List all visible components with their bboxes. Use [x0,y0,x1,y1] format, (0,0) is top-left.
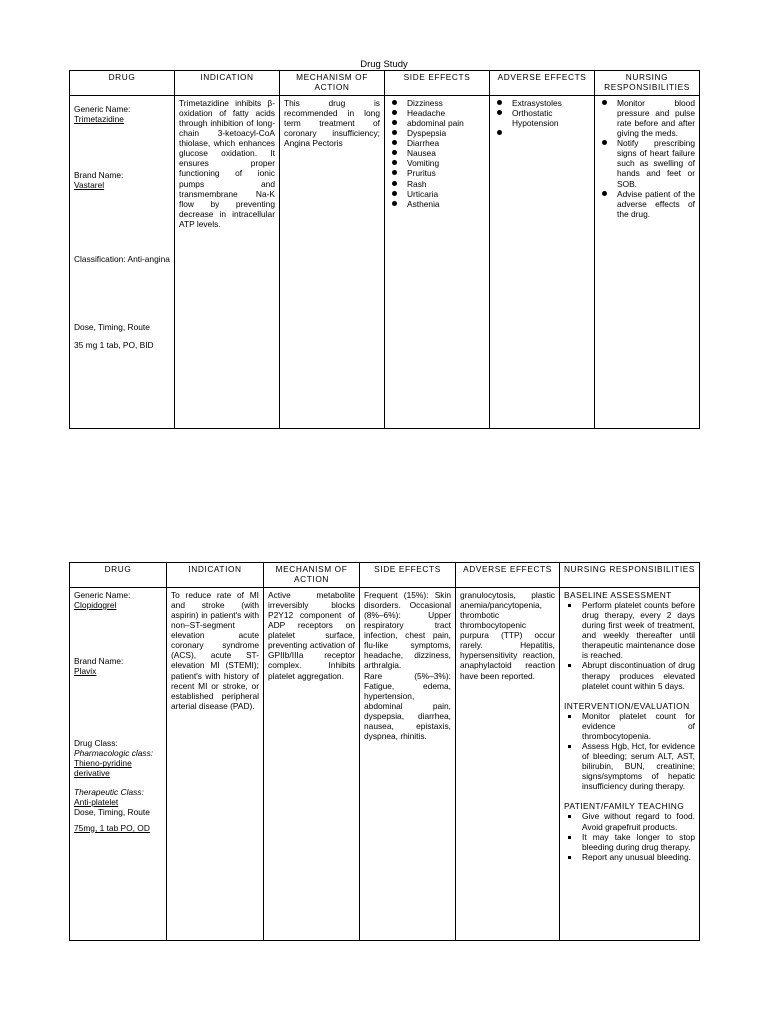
list-item: Notify prescribing signs of heart failure such as swelling of hands and feet or SOB. [599,138,695,188]
pharmacologic-class-label: Pharmacologic class: [74,748,154,759]
header-adverse-effects: ADVERSE EFFECTS [456,563,560,588]
table-header-row [70,563,700,588]
side-effects-rare: Rare (5%–3%): Fatigue, edema, hypertension, abdominal pain, dyspepsia, diarrhea, nausea, epistaxis, dyspnea, rhinitis. [364,670,451,741]
table-header-row [70,71,700,96]
list-item: Monitor blood pressure and pulse rate before and after giving the meds. [599,98,695,138]
list-item: Abrupt discontinuation of drug therapy produces elevated platelet count within 5 days. [564,660,695,690]
header-nursing: NURSING RESPONSIBILITIES [560,563,700,588]
table-row [70,587,700,940]
drug-cell [70,587,167,940]
list-item: It may take longer to stop bleeding during drug therapy. [564,832,695,852]
header-drug: DRUG [70,71,175,96]
list-item: Vomiting [389,158,485,168]
baseline-assessment-heading: BASELINE ASSESSMENT [564,589,672,600]
adverse-effects-cell: granulocytosis, plastic anemia/pancytopenia, thrombotic thrombocytopenic purpura (TTP) occur rarely. Hepatitis, hypersensitivity reaction, anaphylactoid reaction have been reported. [456,587,560,940]
side-effects-cell [360,587,456,940]
list-item: Pruritus [389,168,485,178]
dose-value: 75mg, 1 tab PO, OD [74,822,150,833]
intervention-list [564,711,695,792]
side-effects-cell [385,95,490,428]
generic-name: Clopidogrel [74,599,117,610]
adverse-effects-cell [490,95,595,428]
header-indication: INDICATION [167,563,264,588]
header-side-effects: SIDE EFFECTS [385,71,490,96]
list-item: Report any unusual bleeding. [564,852,695,862]
indication-cell: To reduce rate of MI and stroke (with aspirin) in patient's with non–ST-segment elevation acute coronary syndrome (ACS), acute ST-elevation MI (STEMI); patient's with history of recent MI or stroke, or established peripheral arterial disease (PAD). [167,587,264,940]
table-row [70,95,700,428]
generic-name-label: Generic Name: [74,589,131,600]
side-effects-frequent: Frequent (15%): Skin disorders. Occasional (8%–6%): Upper respiratory tract infection, chest pain, flu-like symptoms, headache, dizziness, arthralgia. [364,589,451,671]
side-effects-list [389,98,485,209]
generic-name-label: Generic Name: [74,103,131,114]
nursing-list [599,98,695,219]
dose-label: Dose, Timing, Route [74,322,150,333]
intervention-heading: INTERVENTION/EVALUATION [564,700,690,711]
header-drug: DRUG [70,563,167,588]
indication-cell: Trimetazidine inhibits β-oxidation of fatty acids through inhibition of long-chain 3-ketoacyl-CoA thiolase, which enhances glucose oxidation. It ensures proper functioning of ionic pumps and transmembrane Na-K flow by preventing decrease in intracellular ATP levels. [175,95,280,428]
patient-teaching-heading: PATIENT/FAMILY TEACHING [564,801,685,812]
list-item: abdominal pain [389,118,485,128]
header-nursing: NURSING RESPONSIBILITIES [595,71,700,96]
list-item [494,128,590,138]
brand-name-label: Brand Name: [74,170,124,181]
mechanism-cell: This drug is recommended in long term treatment of coronary insufficiency; Angina Pectoris [280,95,385,428]
list-item: Urticaria [389,189,485,199]
baseline-list [564,600,695,691]
header-mechanism: MECHANISM OF ACTION [280,71,385,96]
list-item: Advise patient of the adverse effects of the drug. [599,189,695,219]
therapeutic-class: Anti-platelet [74,796,119,807]
pharmacologic-class: Thieno-pyridine derivative [74,758,132,779]
list-item: Dyspepsia [389,128,485,138]
nursing-cell [560,587,700,940]
list-item: Asthenia [389,199,485,209]
generic-name: Trimetazidine [74,113,124,124]
brand-name-label: Brand Name: [74,656,124,667]
classification: Classification: Anti-angina [74,254,170,265]
list-item: Headache [389,108,485,118]
brand-name: Plavix [74,666,97,677]
dose-label: Dose, Timing, Route [74,806,150,817]
drug-class-label: Drug Class: [74,738,118,749]
drug-study-table-clopidogrel [69,562,700,941]
list-item: Extrasystoles [494,98,590,108]
header-adverse-effects: ADVERSE EFFECTS [490,71,595,96]
drug-cell [70,95,175,428]
nursing-cell [595,95,700,428]
list-item: Rash [389,179,485,189]
brand-name: Vastarel [74,180,105,191]
dose-value: 35 mg 1 tab, PO, BID [74,340,154,351]
drug-study-table-trimetazidine [69,70,700,429]
header-mechanism: MECHANISM OF ACTION [264,563,360,588]
list-item: Diarrhea [389,138,485,148]
header-side-effects: SIDE EFFECTS [360,563,456,588]
list-item: Nausea [389,148,485,158]
teaching-list [564,811,695,861]
list-item: Monitor platelet count for evidence of thrombocytopenia. [564,711,695,741]
list-item: Dizziness [389,98,485,108]
therapeutic-class-label: Therapeutic Class: [74,786,144,797]
mechanism-cell: Active metabolite irreversibly blocks P2Y12 component of ADP receptors on platelet surface, preventing activation of GPIIb/IIIa receptor complex. Inhibits platelet aggregation. [264,587,360,940]
header-indication: INDICATION [175,71,280,96]
list-item: Give without regard to food. Avoid grapefruit products. [564,811,695,831]
list-item: Orthostatic Hypotension [494,108,590,128]
list-item: Assess Hgb, Hct, for evidence of bleeding; serum ALT, AST, bilirubin, BUN, creatinine; signs/symptoms of hepatic insufficiency during therapy. [564,741,695,791]
adverse-effects-list [494,98,590,138]
document-title: Drug Study [360,59,408,70]
list-item: Perform platelet counts before drug therapy, every 2 days during first week of treatment, and weekly thereafter until therapeutic maintenance dose is reached. [564,600,695,660]
